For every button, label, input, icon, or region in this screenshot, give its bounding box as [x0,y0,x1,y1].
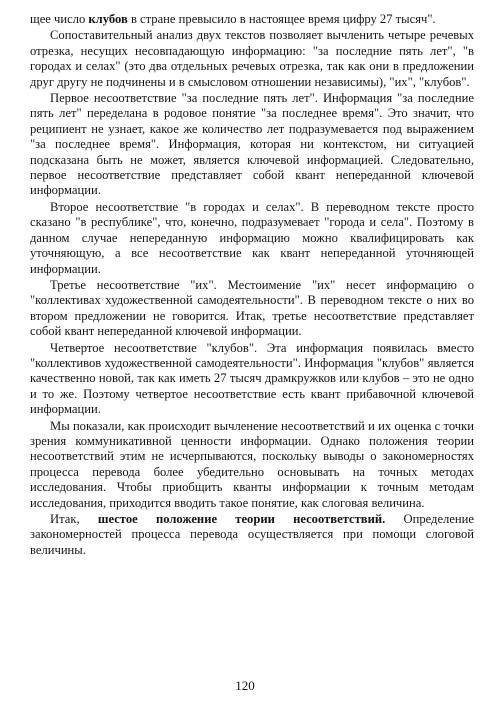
paragraph-1 [30,12,474,27]
bold-thesis: шестое положение теории несоответствий. [97,512,386,526]
paragraph-3 [30,91,474,199]
page-number: 120 [235,678,255,693]
paragraph-8 [30,512,474,558]
text-run: в стране превысило в настоящее время цифру 27 тысяч". [127,12,436,26]
text-run: Второе несоответствие "в городах и селах". В переводном тексте просто сказано "в республике", что, конечно, подразумевает "города и села". Поэтому в данном случае непереданную информацию можно квалифицировать как уточняющую, а все несоответствие как квант непереданной уточняющей информации. [30,199,474,276]
text-run: Четвертое несоответствие "клубов". Эта информация появилась вместо "коллективов художественной самодеятельности". Информация "клубов" является качественно новой, так как иметь 27 тысяч драмкружков или клубов – это не одно и то же. Поэтому четвертое несоответствие есть квант прибавочной ключевой информации. [30,340,474,417]
paragraph-7 [30,419,474,511]
text-run: Первое несоответствие "за последние пять лет". Информация "за последние пять лет" переделана в родовое понятие "за последнее время". Это значит, что реципиент не узнает, какое же количество лет подразумевается под выражением "за последнее время". Информация, которая ни контекстом, ни ситуацией подсказана быть не может, является ключевой информацией. Следовательно, первое несоответствие представляет собой квант непереданной ключевой информации. [30,91,474,198]
paragraph-6 [30,341,474,418]
text-run: Итак, [50,512,98,526]
paragraph-4 [30,200,474,277]
paragraph-2 [30,28,474,90]
paragraph-5 [30,278,474,340]
text-run: щее число [30,12,89,26]
bold-term: клубов [88,12,128,26]
text-run: Третье несоответствие "их". Местоимение "их" несет информацию о "коллективах художественной самодеятельности". В переводном тексте о них во втором предложении не говорится. Итак, третье несоответствие представляет собой квант непереданной ключевой информации. [30,277,474,339]
text-run: Определение закономерностей процесса перевода осуществляется при помощи слоговой величины. [30,512,474,557]
document-body [30,12,474,558]
text-run: Сопоставительный анализ двух текстов позволяет вычленить четыре речевых отрезка, несущих несовпадающую информацию: "за последние пять лет", "в городах и селах" (это два отдельных речевых отрезка, так как они в предложении друг другу не подчинены и в смысловом отношении независимы), "их", "клубов". [30,28,474,89]
text-run: Мы показали, как происходит вычленение несоответствий и их оценка с точки зрения коммуникативной ценности информации. Однако положения теории несоответствий этим не исчерпываются, поскольку выводы о закономерностях процесса перевода более убедительно основывать на точных методах исследования. Чтобы приобщить кванты информации к точным методам исследования, приходится вводить такое понятие, как слоговая величина. [30,418,474,510]
